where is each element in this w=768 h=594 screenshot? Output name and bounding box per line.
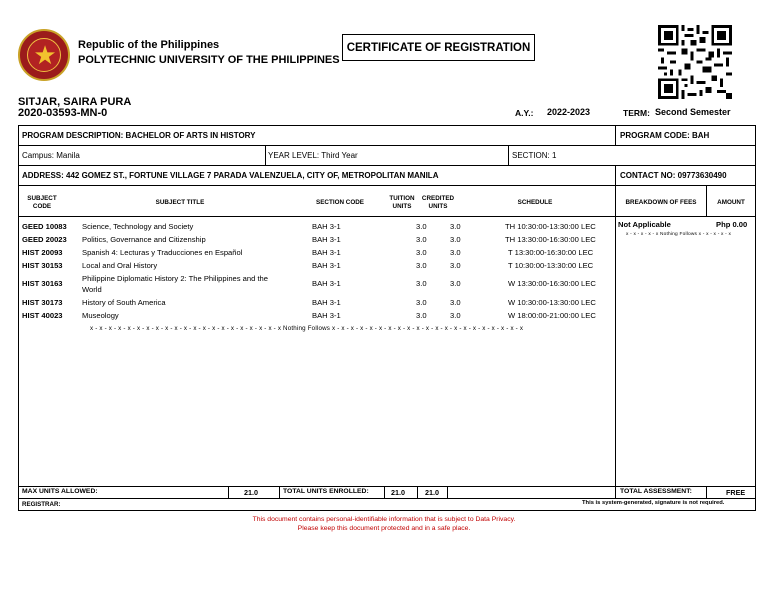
subject-title: Philippine Diplomatic History 2: The Philippines and the [82, 274, 269, 283]
tuition-units: 3.0 [416, 222, 427, 231]
student-id: 2020-03593-MN-0 [18, 107, 108, 119]
year-level: YEAR LEVEL: Third Year [268, 151, 358, 160]
total-assessment-value: FREE [726, 488, 746, 497]
address: ADDRESS: 442 GOMEZ ST., FORTUNE VILLAGE 7 PARADA VALENZUELA, CITY OF, METROPOLITAN MANILA [22, 171, 439, 180]
schedule: T 10:30:00-13:30:00 LEC [508, 261, 594, 270]
max-units-label: MAX UNITS ALLOWED: [22, 488, 98, 495]
section-code: BAH 3-1 [312, 222, 341, 231]
header-credited-units: CREDITED UNITS [421, 195, 455, 210]
section-code: BAH 3-1 [312, 279, 341, 288]
subject-title: Museology [82, 311, 119, 320]
credited-units: 3.0 [450, 235, 461, 244]
fees-nothing-follows: x - x - x - x - x Nothing Follows x - x - x - x - x [626, 232, 732, 237]
tuition-units: 3.0 [416, 248, 427, 257]
total-tuition-units: 21.0 [391, 488, 405, 497]
credited-units: 3.0 [450, 222, 461, 231]
subject-title-continued: World [82, 285, 102, 294]
section-code: BAH 3-1 [312, 261, 341, 270]
section-code: BAH 3-1 [312, 248, 341, 257]
academic-year-value: 2022-2023 [547, 107, 591, 117]
republic-heading: Republic of the Philippines [78, 39, 220, 51]
subject-code: GEED 10083 [22, 222, 67, 231]
fee-amount: Php 0.00 [716, 220, 748, 229]
subject-code: HIST 30163 [22, 279, 63, 288]
header-subject-code: SUBJECT CODE [27, 195, 57, 210]
subject-title: Local and Oral History [82, 261, 158, 270]
schedule: T 13:30:00-16:30:00 LEC [508, 248, 594, 257]
header-schedule: SCHEDULE [517, 199, 553, 206]
section-code: BAH 3-1 [312, 311, 341, 320]
tuition-units: 3.0 [416, 298, 427, 307]
subject-title: Spanish 4: Lecturas y Traducciones en Español [82, 248, 243, 257]
privacy-notice-line2: Please keep this document protected and in a safe place. [297, 525, 471, 532]
header-amount: AMOUNT [717, 199, 745, 206]
section-code: BAH 3-1 [312, 235, 341, 244]
term-label: TERM: [623, 108, 650, 118]
total-assessment-label: TOTAL ASSESSMENT: [620, 488, 692, 495]
credited-units: 3.0 [450, 311, 461, 320]
section: SECTION: 1 [512, 151, 557, 160]
subject-code: HIST 30153 [22, 261, 63, 270]
program-code: PROGRAM CODE: BAH [620, 131, 710, 140]
header-breakdown-of-fees: BREAKDOWN OF FEES [625, 199, 697, 206]
privacy-notice-line1: This document contains personal-identifiable information that is subject to Data Privacy. [252, 516, 516, 523]
header-tuition-units: TUITION UNITS [389, 195, 415, 210]
header-section-code: SECTION CODE [316, 199, 364, 206]
schedule: W 10:30:00-13:30:00 LEC [508, 298, 596, 307]
section-code: BAH 3-1 [312, 298, 341, 307]
star-icon: ★ [33, 40, 57, 70]
pup-seal-logo [18, 29, 70, 81]
subject-code: HIST 40023 [22, 311, 63, 320]
university-heading: POLYTECHNIC UNIVERSITY OF THE PHILIPPINES [78, 54, 340, 66]
subject-code: HIST 20093 [22, 248, 63, 257]
program-description: PROGRAM DESCRIPTION: BACHELOR OF ARTS IN HISTORY [22, 131, 256, 140]
subject-title: History of South America [82, 298, 166, 307]
credited-units: 3.0 [450, 248, 461, 257]
schedule: TH 10:30:00-13:30:00 LEC [505, 222, 596, 231]
system-generated-note: This is system-generated, signature is not required. [582, 500, 725, 506]
subject-title: Science, Technology and Society [82, 222, 194, 231]
total-units-label: TOTAL UNITS ENROLLED: [283, 488, 369, 495]
certificate-title: CERTIFICATE OF REGISTRATION [342, 34, 535, 61]
registrar-label: REGISTRAR: [22, 501, 61, 508]
total-credited-units: 21.0 [425, 488, 439, 497]
qr-code-icon [658, 25, 732, 99]
campus: Campus: Manila [22, 151, 80, 160]
subject-title: Politics, Governance and Citizenship [82, 235, 206, 244]
subject-code: GEED 20023 [22, 235, 67, 244]
student-name: SITJAR, SAIRA PURA [18, 96, 132, 108]
credited-units: 3.0 [450, 261, 461, 270]
nothing-follows-marker: x - x - x - x - x - x - x - x - x - x - x - x - x - x - x - x - x - x - x - x - x Nothing Follows x - x - x - x - x - x - x - x - x - x - x - x - x - x - x - x - x - x - x - x - x [90, 325, 524, 332]
tuition-units: 3.0 [416, 235, 427, 244]
contact-number: CONTACT NO: 09773630490 [620, 171, 727, 180]
tuition-units: 3.0 [416, 311, 427, 320]
schedule: TH 13:30:00-16:30:00 LEC [505, 235, 596, 244]
tuition-units: 3.0 [416, 261, 427, 270]
academic-year-label: A.Y.: [515, 108, 534, 118]
schedule: W 13:30:00-16:30:00 LEC [508, 279, 596, 288]
subject-code: HIST 30173 [22, 298, 63, 307]
header-subject-title: SUBJECT TITLE [155, 199, 205, 206]
max-units-value: 21.0 [244, 488, 258, 497]
credited-units: 3.0 [450, 279, 461, 288]
schedule: W 18:00:00-21:00:00 LEC [508, 311, 596, 320]
tuition-units: 3.0 [416, 279, 427, 288]
term-value: Second Semester [655, 107, 731, 117]
fee-item: Not Applicable [618, 220, 671, 229]
credited-units: 3.0 [450, 298, 461, 307]
